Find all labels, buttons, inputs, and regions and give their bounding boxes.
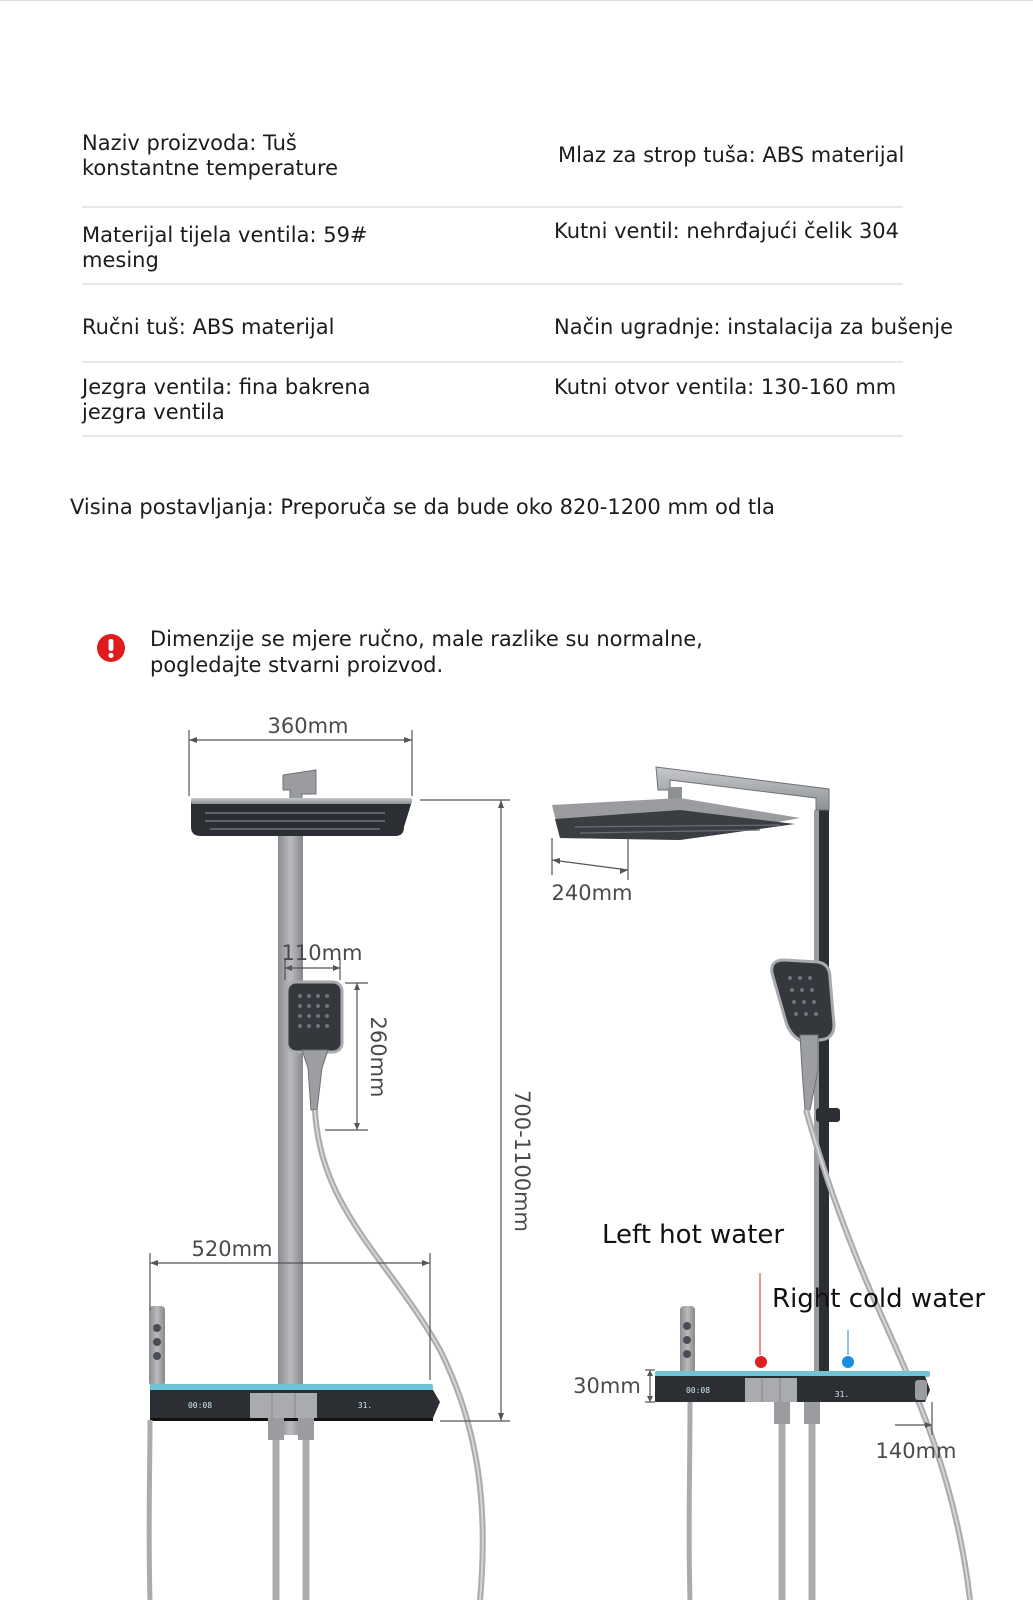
front-column [278,815,303,1435]
side-view [552,767,986,1600]
dim-head-width: 360mm [267,714,349,738]
spec-row [82,128,903,208]
spec-angle-valve: Kutni ventil: nehrđajući čelik 304 [554,219,900,243]
front-hand-shower [287,982,342,1052]
front-display-time: 00:08 [187,1401,213,1410]
dim-handheld-height: 260mm [366,1016,390,1098]
spec-valve-core: Jezgra ventila: fina bakrena jezgra ventila [82,375,371,424]
spec-angle-valve-opening: Kutni otvor ventila: 130-160 mm [554,375,897,399]
spec-product-name: Naziv proizvoda: Tuš konstantne temperature [82,131,339,180]
hot-water-label: Left hot water [602,1220,785,1250]
dim-total-height: 700-1100mm [510,1089,534,1233]
side-display-time: 00:08 [685,1386,711,1395]
spec-row [82,363,903,437]
top-divider [0,0,1033,1]
dim-shelf-width: 520mm [191,1237,273,1261]
spec-row [82,285,954,363]
dim-handheld-width: 110mm [281,941,363,965]
spec-valve-body-material: Materijal tijela ventila: 59# mesing [82,223,368,272]
front-display-temp: 31. [357,1401,373,1410]
warning-icon [96,633,126,663]
cold-water-marker [842,1356,854,1368]
dim-head-depth: 240mm [551,881,633,905]
spec-table [82,128,954,437]
front-view [149,714,534,1600]
shower-dimension-diagram [0,690,1033,1600]
spec-installation-method: Način ugradnje: instalacija za bušenje [554,315,954,339]
dim-shelf-height: 30mm [573,1374,641,1398]
installation-height-note: Visina postavljanja: Preporuča se da bude oko 820-1200 mm od tla [70,495,775,519]
measurement-disclaimer: Dimenzije se mjere ručno, male razlike su normalne, pogledajte stvarni proizvod. [150,627,703,677]
cold-water-label: Right cold water [772,1284,986,1314]
side-hand-shower [772,960,834,1040]
front-shelf-accent [150,1384,433,1391]
front-shower-head [191,801,412,836]
spec-row [82,208,903,285]
spec-hand-shower: Ručni tuš: ABS materijal [82,315,335,339]
side-display-temp: 31. [834,1390,850,1399]
dim-shelf-depth: 140mm [875,1439,957,1463]
hot-water-marker [755,1356,767,1368]
spec-ceiling-jet: Mlaz za strop tuša: ABS materijal [558,143,905,167]
